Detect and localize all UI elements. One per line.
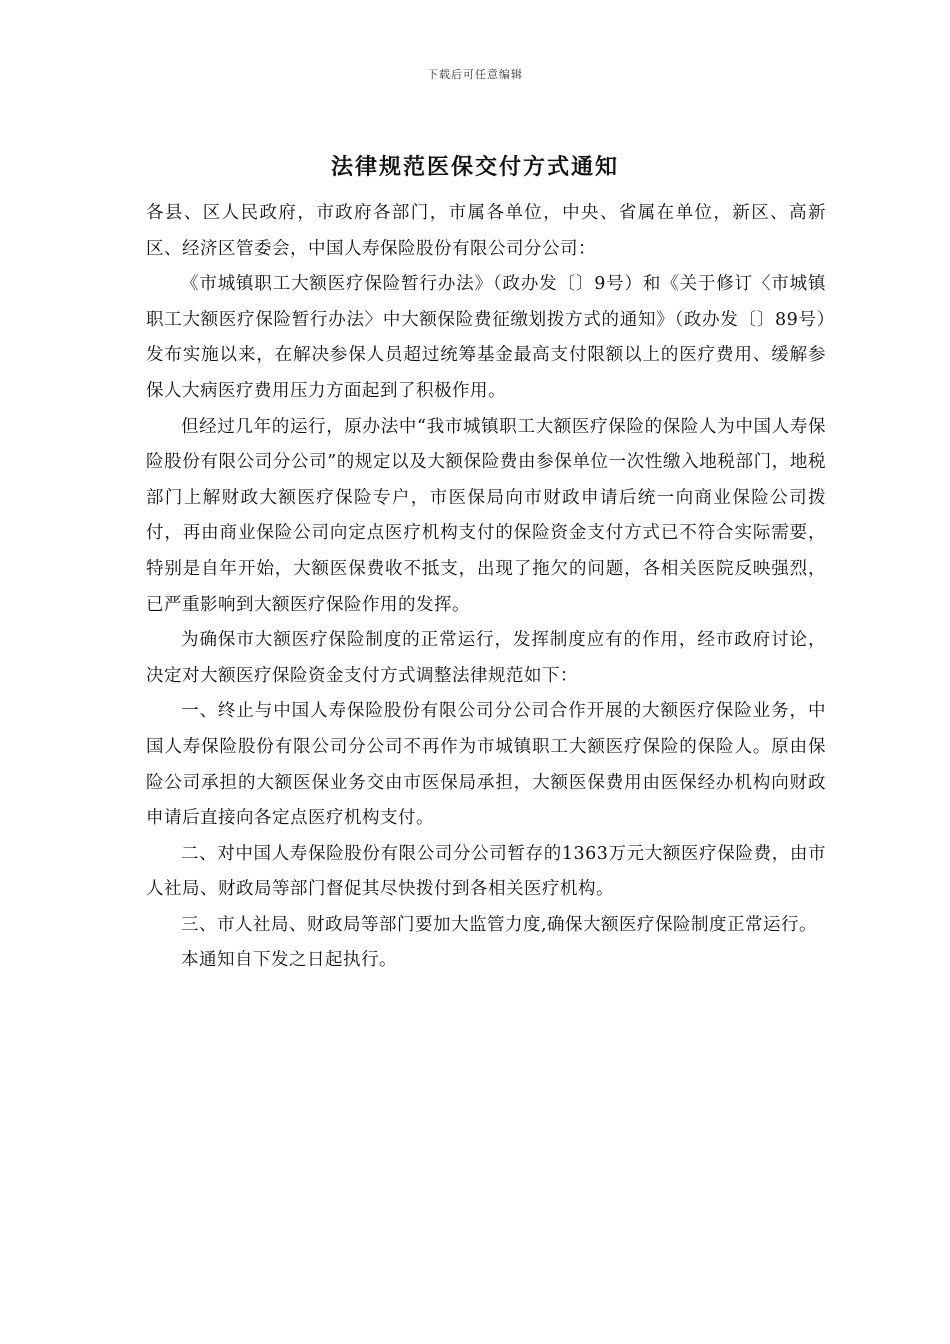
paragraph-salutation: 各县、区人民政府，市政府各部门，市属各单位，中央、省属在单位，新区、高新区、经济区管委会，中国人寿保险股份有限公司分公司： [146,203,826,259]
paragraph-problem: 但经过几年的运行，原办法中“我市城镇职工大额医疗保险的保险人为中国人寿保险股份有限公司分公司”的规定以及大额保险费由参保单位一次性缴入地税部门，地税部门上解财政大额医疗保险专户，市医保局向市财政申请后统一向商业保险公司拨付，再由商业保险公司向定点医疗机构支付的保险资金支付方式已不符合实际需要，特别是自年开始，大额医保费收不抵支，出现了拖欠的问题，各相关医院反映强烈，已严重影响到大额医疗保险作用的发挥。 [146,416,826,615]
paragraph-background: 《市城镇职工大额医疗保险暂行办法》（政办发〔〕9号）和《关于修订〈市城镇职工大额医疗保险暂行办法〉中大额保险费征缴划拨方式的通知》（政办发〔〕89号）发布实施以来，在解决参保人员超过统筹基金最高支付限额以上的医疗费用、缓解参保人大病医疗费用压力方面起到了积极作用。 [146,274,826,401]
paragraph-item-2: 二、对中国人寿保险股份有限公司分公司暂存的1363万元大额医疗保险费，由市人社局、财政局等部门督促其尽快拨付到各相关医疗机构。 [146,843,826,900]
paragraph-purpose: 为确保市大额医疗保险制度的正常运行，发挥制度应有的作用，经市政府讨论，决定对大额医疗保险资金支付方式调整法律规范如下： [146,630,826,686]
header-note: 下载后可任意编辑 [427,68,523,81]
paragraph-effective: 本通知自下发之日起执行。 [181,950,397,971]
paragraph-item-3: 三、市人社局、财政局等部门要加大监管力度,确保大额医疗保险制度正常运行。 [181,914,818,935]
document-body [146,196,826,979]
document-title: 法律规范医保交付方式通知 [330,154,619,180]
paragraph-item-1: 一、终止与中国人寿保险股份有限公司分公司合作开展的大额医疗保险业务，中国人寿保险股份有限公司分公司不再作为市城镇职工大额医疗保险的保险人。原由保险公司承担的大额医保业务交由市医保局承担，大额医保费用由医保经办机构向财政申请后直接向各定点医疗机构支付。 [146,701,826,829]
